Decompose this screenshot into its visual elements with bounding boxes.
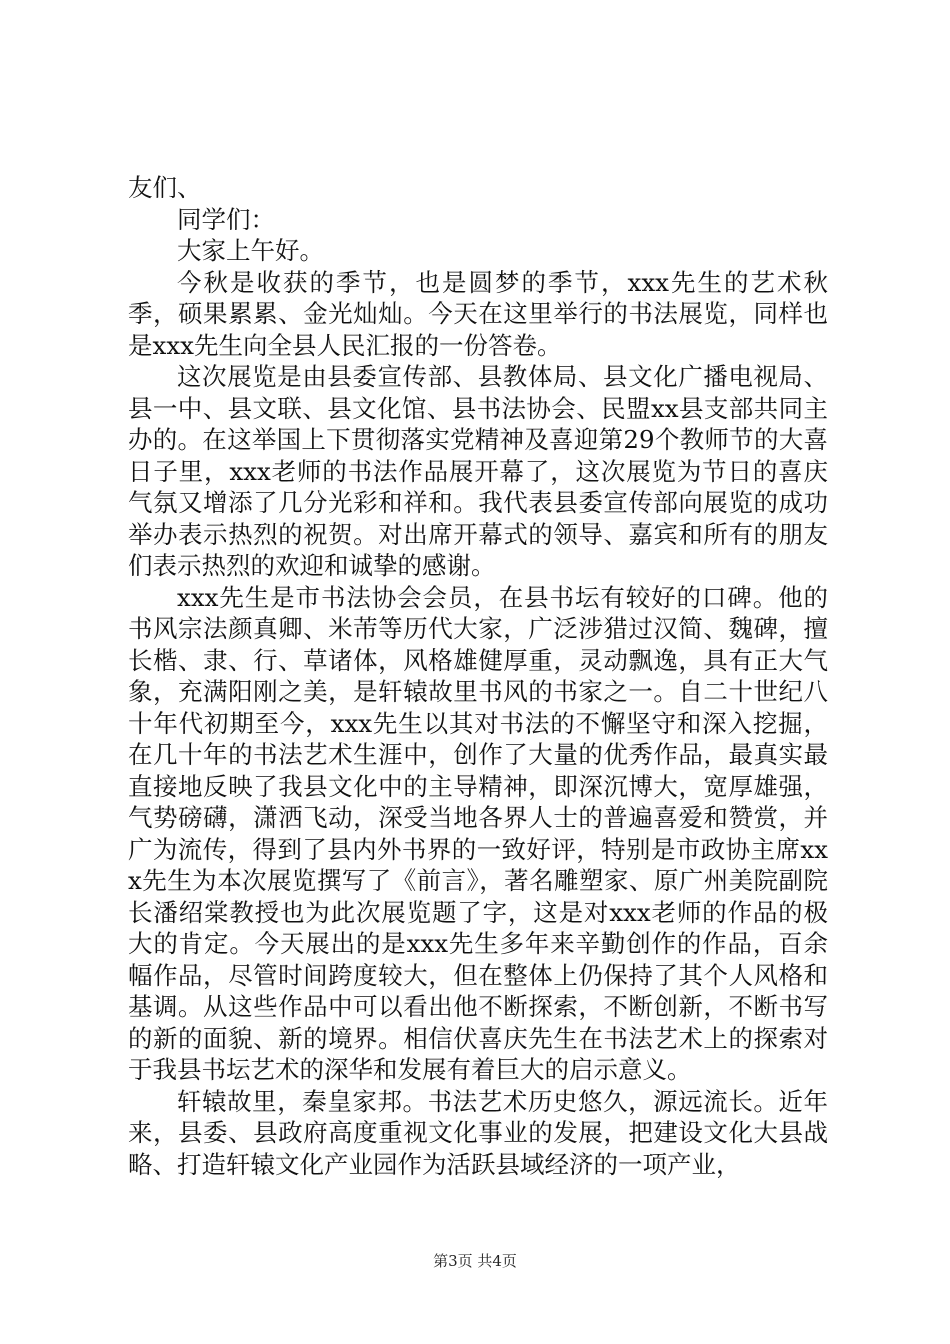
paragraph-hometown: 轩辕故里，秦皇家邦。书法艺术历史悠久，源远流长。近年来，县委、县政府高度重视文化事业的发展，把建设文化大县战略、打造轩辕文化产业园作为活跃县域经济的一项产业， [128,1086,828,1179]
paragraph-continuation: 友们、 [128,173,202,202]
salutation-classmates: 同学们： [177,204,275,234]
paragraph-artist-profile: xxx先生是市书法协会会员，在县书坛有较好的口碑。他的书风宗法颜真卿、米芾等历代大家，广泛涉猎过汉简、魏碑，擅长楷、隶、行、草诸体，风格雄健厚重，灵动飘逸，具有正大气象，充满阳刚之美，是轩辕故里书风的书家之一。自二十世纪八十年代初期至今，xxx先生以其对书法的不懈坚守和深入挖掘，在几十年的书法艺术生涯中，创作了大量的优秀作品，最真实最直接地反映了我县文化中的主导精神，即深沉博大，宽厚雄强，气势磅礴，潇洒飞动，深受当地各界人士的普遍喜爱和赞赏，并广为流传，得到了县内外书界的一致好评，特别是市政协主席xxx先生为本次展览撰写了《前言》，著名雕塑家、原广州美院副院长潘绍棠教授也为此次展览题了字，这是对xxx老师的作品的极大的肯定。今天展出的是xxx先生多年来辛勤创作的作品，百余幅作品，尽管时间跨度较大，但在整体上仍保持了其个人风格和基调。从这些作品中可以看出他不断探索，不断创新，不断书写的新的面貌、新的境界。相信伏喜庆先生在书法艺术上的探索对于我县书坛艺术的深华和发展有着巨大的启示意义。 [128,582,828,1084]
paragraph-exhibition-organizers: 这次展览是由县委宣传部、县教体局、县文化广播电视局、县一中、县文联、县文化馆、县书法协会、民盟xx县支部共同主办的。在这举国上下贯彻落实党精神及喜迎第29个教师节的大喜日子里，xxx老师的书法作品展开幕了，这次展览为节日的喜庆气氛又增添了几分光彩和祥和。我代表县委宣传部向展览的成功举办表示热烈的祝贺。对出席开幕式的领导、嘉宾和所有的朋友们表示热烈的欢迎和诚挚的感谢。 [128,362,828,580]
paragraph-autumn: 今秋是收获的季节，也是圆梦的季节，xxx先生的艺术秋季，硕果累累、金光灿灿。今天在这里举行的书法展览，同样也是xxx先生向全县人民汇报的一份答卷。 [128,267,828,360]
page-footer: 第3页 共4页 [433,1252,517,1270]
document-body [128,172,828,1180]
greeting: 大家上午好。 [177,236,324,265]
